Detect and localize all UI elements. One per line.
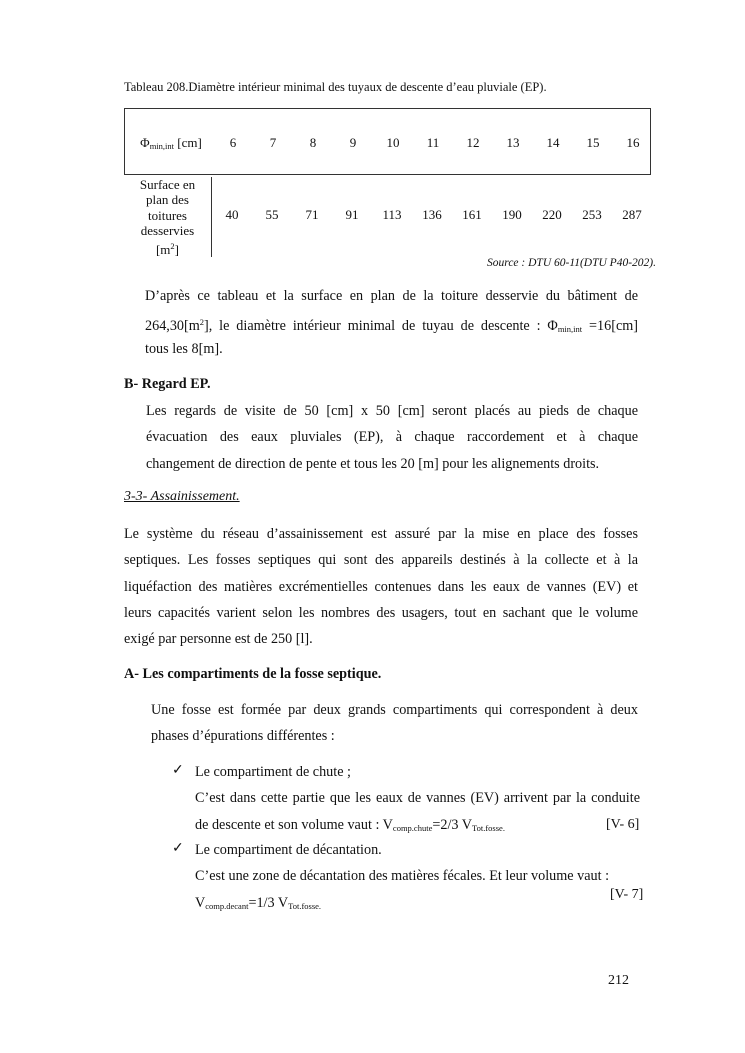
surface-value: 71 <box>305 207 319 222</box>
subscript: min,int <box>557 324 583 335</box>
diameter-value: 7 <box>269 135 277 150</box>
phi-symbol: Φ <box>140 135 150 150</box>
text-run: =2/3 V <box>432 816 473 833</box>
surface-label-line: Surface en <box>139 177 196 192</box>
paragraph-line: phases d’épurations différentes : <box>151 728 335 745</box>
surface-label-line: toitures <box>148 207 187 223</box>
page-number: 212 <box>608 973 629 988</box>
diameter-value: 6 <box>229 135 237 150</box>
surface-label-cell <box>124 177 212 257</box>
check-icon: ✓ <box>172 763 184 778</box>
text-run: ], le diamètre intérieur minimal de tuyau de descente : Φ <box>204 318 558 335</box>
text-run: de descente et son volume vaut : V <box>195 816 393 833</box>
diameter-value: 15 <box>586 135 600 150</box>
diameter-value: 12 <box>466 135 480 150</box>
surface-value: 253 <box>582 207 602 222</box>
diameter-value: 11 <box>426 135 440 150</box>
surface-label-line: plan des <box>146 192 189 208</box>
surface-unit-post: ] <box>174 241 180 257</box>
text-run: =1/3 V <box>248 894 289 911</box>
paragraph-line: Le système du réseau d’assainissement est assuré par la mise en place des fosses <box>124 526 638 542</box>
surface-value: 91 <box>345 207 359 222</box>
subscript: comp.chute <box>392 822 433 833</box>
surface-value: 55 <box>265 207 279 222</box>
section-3-3-title: 3-3- Assainissement. <box>124 489 240 504</box>
diameter-value: 13 <box>506 135 520 150</box>
text-run: V <box>195 894 206 911</box>
surface-value: 287 <box>622 207 642 222</box>
paragraph-line <box>145 309 638 335</box>
check-icon: ✓ <box>172 841 184 856</box>
diameter-table-header-row <box>124 108 651 175</box>
paragraph-line: leurs capacités varient selon les nombres des usagers, tout en sachant que le volume <box>124 604 638 621</box>
surface-value: 161 <box>462 207 482 222</box>
equation-ref-v7: [V- 7] <box>610 887 644 902</box>
table-caption: Tableau 208.Diamètre intérieur minimal des tuyaux de descente d’eau pluviale (EP). <box>124 80 547 94</box>
section-3-3-paragraph <box>124 521 638 652</box>
paragraph-line: C’est une zone de décantation des matières fécales. Et leur volume vaut : <box>195 868 610 885</box>
paragraph-line <box>195 812 640 838</box>
subscript: comp.decant <box>205 900 249 911</box>
text-run: =16[cm] <box>582 318 638 335</box>
paragraph-line <box>195 890 640 916</box>
surface-label-line: desservies <box>140 223 195 239</box>
paragraph-line: septiques. Les fosses septiques qui sont des appareils destinés à la collecte et à la <box>124 552 638 569</box>
paragraph-line: D’après ce tableau et la surface en plan de la toiture desservie du bâtiment de <box>145 288 638 304</box>
section-b-paragraph <box>146 398 638 477</box>
item-title: Le compartiment de décantation. <box>195 842 382 858</box>
surface-value: 136 <box>422 207 442 222</box>
paragraph-line: évacuation des eaux pluviales (EP), à chaque raccordement et à chaque <box>146 429 638 446</box>
surface-value: 190 <box>502 207 522 222</box>
subscript: Tot.fosse. <box>472 822 505 833</box>
diameter-value: 10 <box>386 135 400 150</box>
diameter-header-cell <box>131 135 211 151</box>
section-a-paragraph <box>151 697 638 750</box>
surface-unit-pre: [m <box>155 241 171 257</box>
surface-unit <box>124 239 211 257</box>
phi-subscript: min,int <box>149 141 175 151</box>
phi-unit: [cm] <box>174 135 202 150</box>
diameter-value: 9 <box>349 135 357 150</box>
section-b-heading: B- Regard EP. <box>124 376 211 392</box>
diameter-value: 16 <box>626 135 640 150</box>
paragraph-line: C’est dans cette partie que les eaux de vannes (EV) arrivent par la conduite <box>195 790 640 807</box>
diameter-value: 14 <box>546 135 560 150</box>
superscript: 2 <box>199 317 205 328</box>
paragraph-diameter-conclusion <box>145 283 638 362</box>
diameter-value: 8 <box>309 135 317 150</box>
surface-value: 40 <box>225 207 239 222</box>
table-source: Source : DTU 60-11(DTU P40-202). <box>487 257 656 269</box>
subscript: Tot.fosse. <box>288 900 322 911</box>
surface-unit-sup: 2 <box>170 240 175 251</box>
surface-value: 220 <box>542 207 562 222</box>
paragraph-line: Les regards de visite de 50 [cm] x 50 [cm] seront placés au pieds de chaque <box>146 403 638 419</box>
item-chute <box>195 759 640 838</box>
paragraph-line: tous les 8[m]. <box>145 340 223 357</box>
surface-value: 113 <box>382 207 402 222</box>
paragraph-line: exigé par personne est de 250 [l]. <box>124 631 313 648</box>
paragraph-line: Une fosse est formée par deux grands compartiments qui correspondent à deux <box>151 702 638 718</box>
item-decantation <box>195 837 640 916</box>
equation-ref-v6: [V- 6] <box>606 817 640 832</box>
item-title: Le compartiment de chute ; <box>195 764 352 780</box>
section-a-heading: A- Les compartiments de la fosse septique. <box>124 666 382 682</box>
text-run: 264,30[m <box>145 318 200 335</box>
paragraph-line: liquéfaction des matières excrémentielles contenues dans les eaux de vannes (EV) et <box>124 578 638 595</box>
paragraph-line: changement de direction de pente et tous les 20 [m] pour les alignements droits. <box>146 455 600 472</box>
